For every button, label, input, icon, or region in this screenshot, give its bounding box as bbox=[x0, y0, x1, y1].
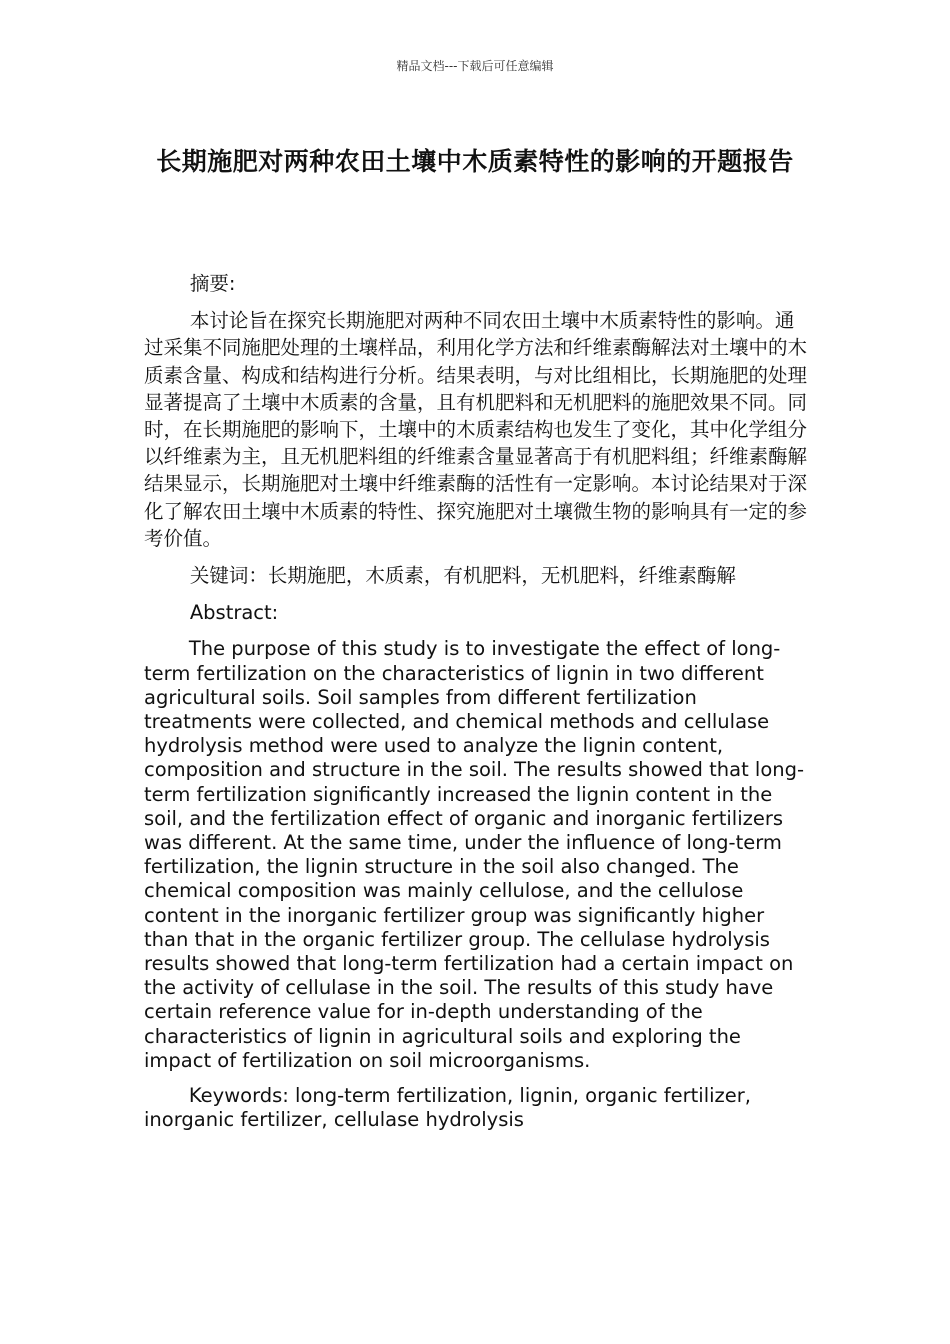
page-title: 长期施肥对两种农田土壤中木质素特性的影响的开题报告 bbox=[156, 147, 794, 176]
header-note: 精品文档---下载后可任意编辑 bbox=[396, 59, 554, 73]
keywords-en: Keywords: long-term fertilization, lignin, organic fertilizer, inorganic fertilizer, cellulase hydrolysis bbox=[144, 1084, 752, 1132]
abstract-cn-label: 摘要: bbox=[189, 272, 236, 295]
keywords-cn: 关键词：长期施肥，木质素，有机肥料，无机肥料，纤维素酶解 bbox=[189, 564, 736, 588]
abstract-en-body: The purpose of this study is to investigate the effect of long-term fertilization on the characteristics of lignin in two different agricultural soils. Soil samples from different fertilization treatments were collected, and chemical methods and cellulase hydrolysis method were used to analyze the lignin content, composition and structure in the soil. The results showed that long-term fertilization significantly increased the lignin content in the soil, and the fertilization effect of organic and inorganic fertilizers was different. At the same time, under the influence of long-term fertilization, the lignin structure in the soil also changed. The chemical composition was mainly cellulose, and the cellulose content in the inorganic fertilizer group was significantly higher than that in the organic fertilizer group. The cellulase hydrolysis results showed that long-term fertilization had a certain impact on the activity of cellulase in the soil. The results of this study have certain reference value for in-depth understanding of the characteristics of lignin in agricultural soils and exploring the impact of fertilization on soil microorganisms. bbox=[144, 637, 805, 1072]
abstract-en-label: Abstract: bbox=[189, 601, 279, 625]
document-body bbox=[144, 270, 809, 1133]
abstract-cn-body: 本讨论旨在探究长期施肥对两种不同农田土壤中木质素特性的影响。通过采集不同施肥处理的土壤样品，利用化学方法和纤维素酶解法对土壤中的木质素含量、构成和结构进行分析。结果表明，与对比组相比，长期施肥的处理显著提高了土壤中木质素的含量，且有机肥料和无机肥料的施肥效果不同。同时，在长期施肥的影响下，土壤中的木质素结构也发生了变化，其中化学组分以纤维素为主，且无机肥料组的纤维素含量显著高于有机肥料组；纤维素酶解结果显示，长期施肥对土壤中纤维素酶的活性有一定影响。本讨论结果对于深化了解农田土壤中木质素的特性、探究施肥对土壤微生物的影响具有一定的参考价值。 bbox=[144, 309, 808, 550]
